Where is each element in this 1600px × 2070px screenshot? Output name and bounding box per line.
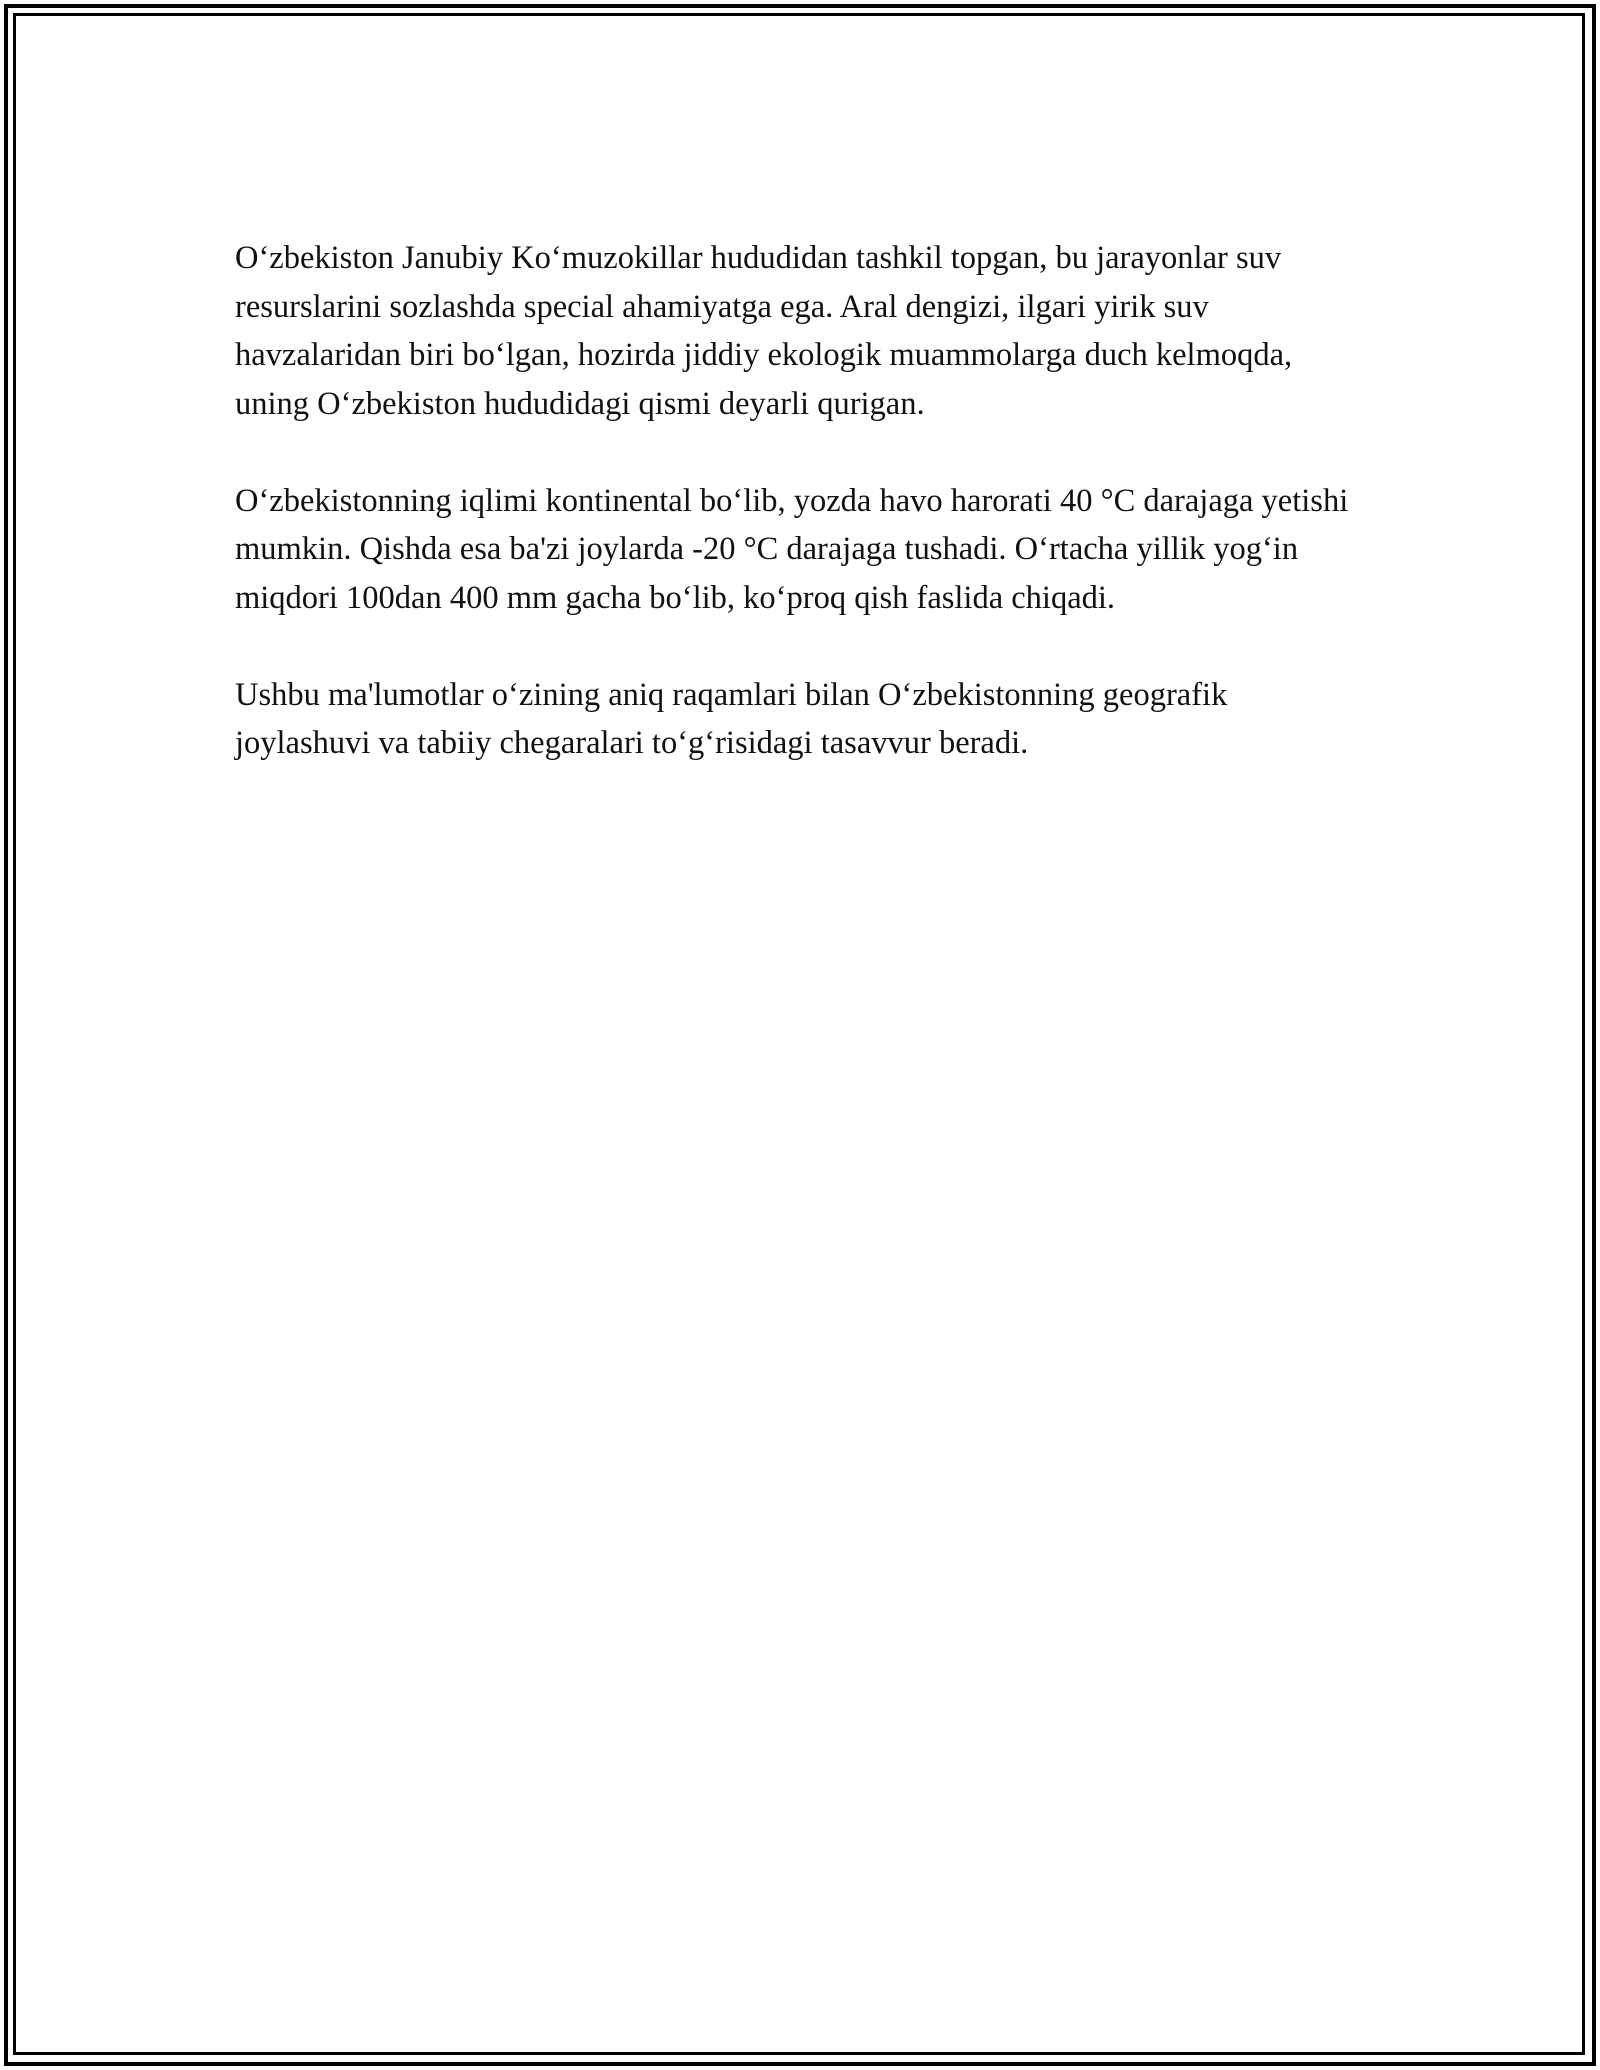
paragraph-climate: O‘zbekistonning iqlimi kontinental bo‘lib, yozda havo harorati 40 °C darajaga yetishi mumkin. Qishda esa ba'zi joylarda -20 °C darajaga tushadi. O‘rtacha yillik yog‘in miqdori 100dan 400 mm gacha bo‘lib, ko‘proq qish faslida chiqadi. [235,482,1349,616]
document-body [235,234,1365,816]
paragraph-summary: Ushbu ma'lumotlar o‘zining aniq raqamlari bilan O‘zbekistonning geografik joylashuvi va tabiiy chegaralari to‘g‘risidagi tasavvur beradi. [235,676,1228,761]
paragraph-water-resources: O‘zbekiston Janubiy Ko‘muzokillar hududidan tashkil topgan, bu jarayonlar suv resurslarini sozlashda special ahamiyatga ega. Aral dengizi, ilgari yirik suv havzalaridan biri bo‘lgan, hozirda jiddiy ekologik muammolarga duch kelmoqda, uning O‘zbekiston hududidagi qismi deyarli qurigan. [235,240,1293,422]
